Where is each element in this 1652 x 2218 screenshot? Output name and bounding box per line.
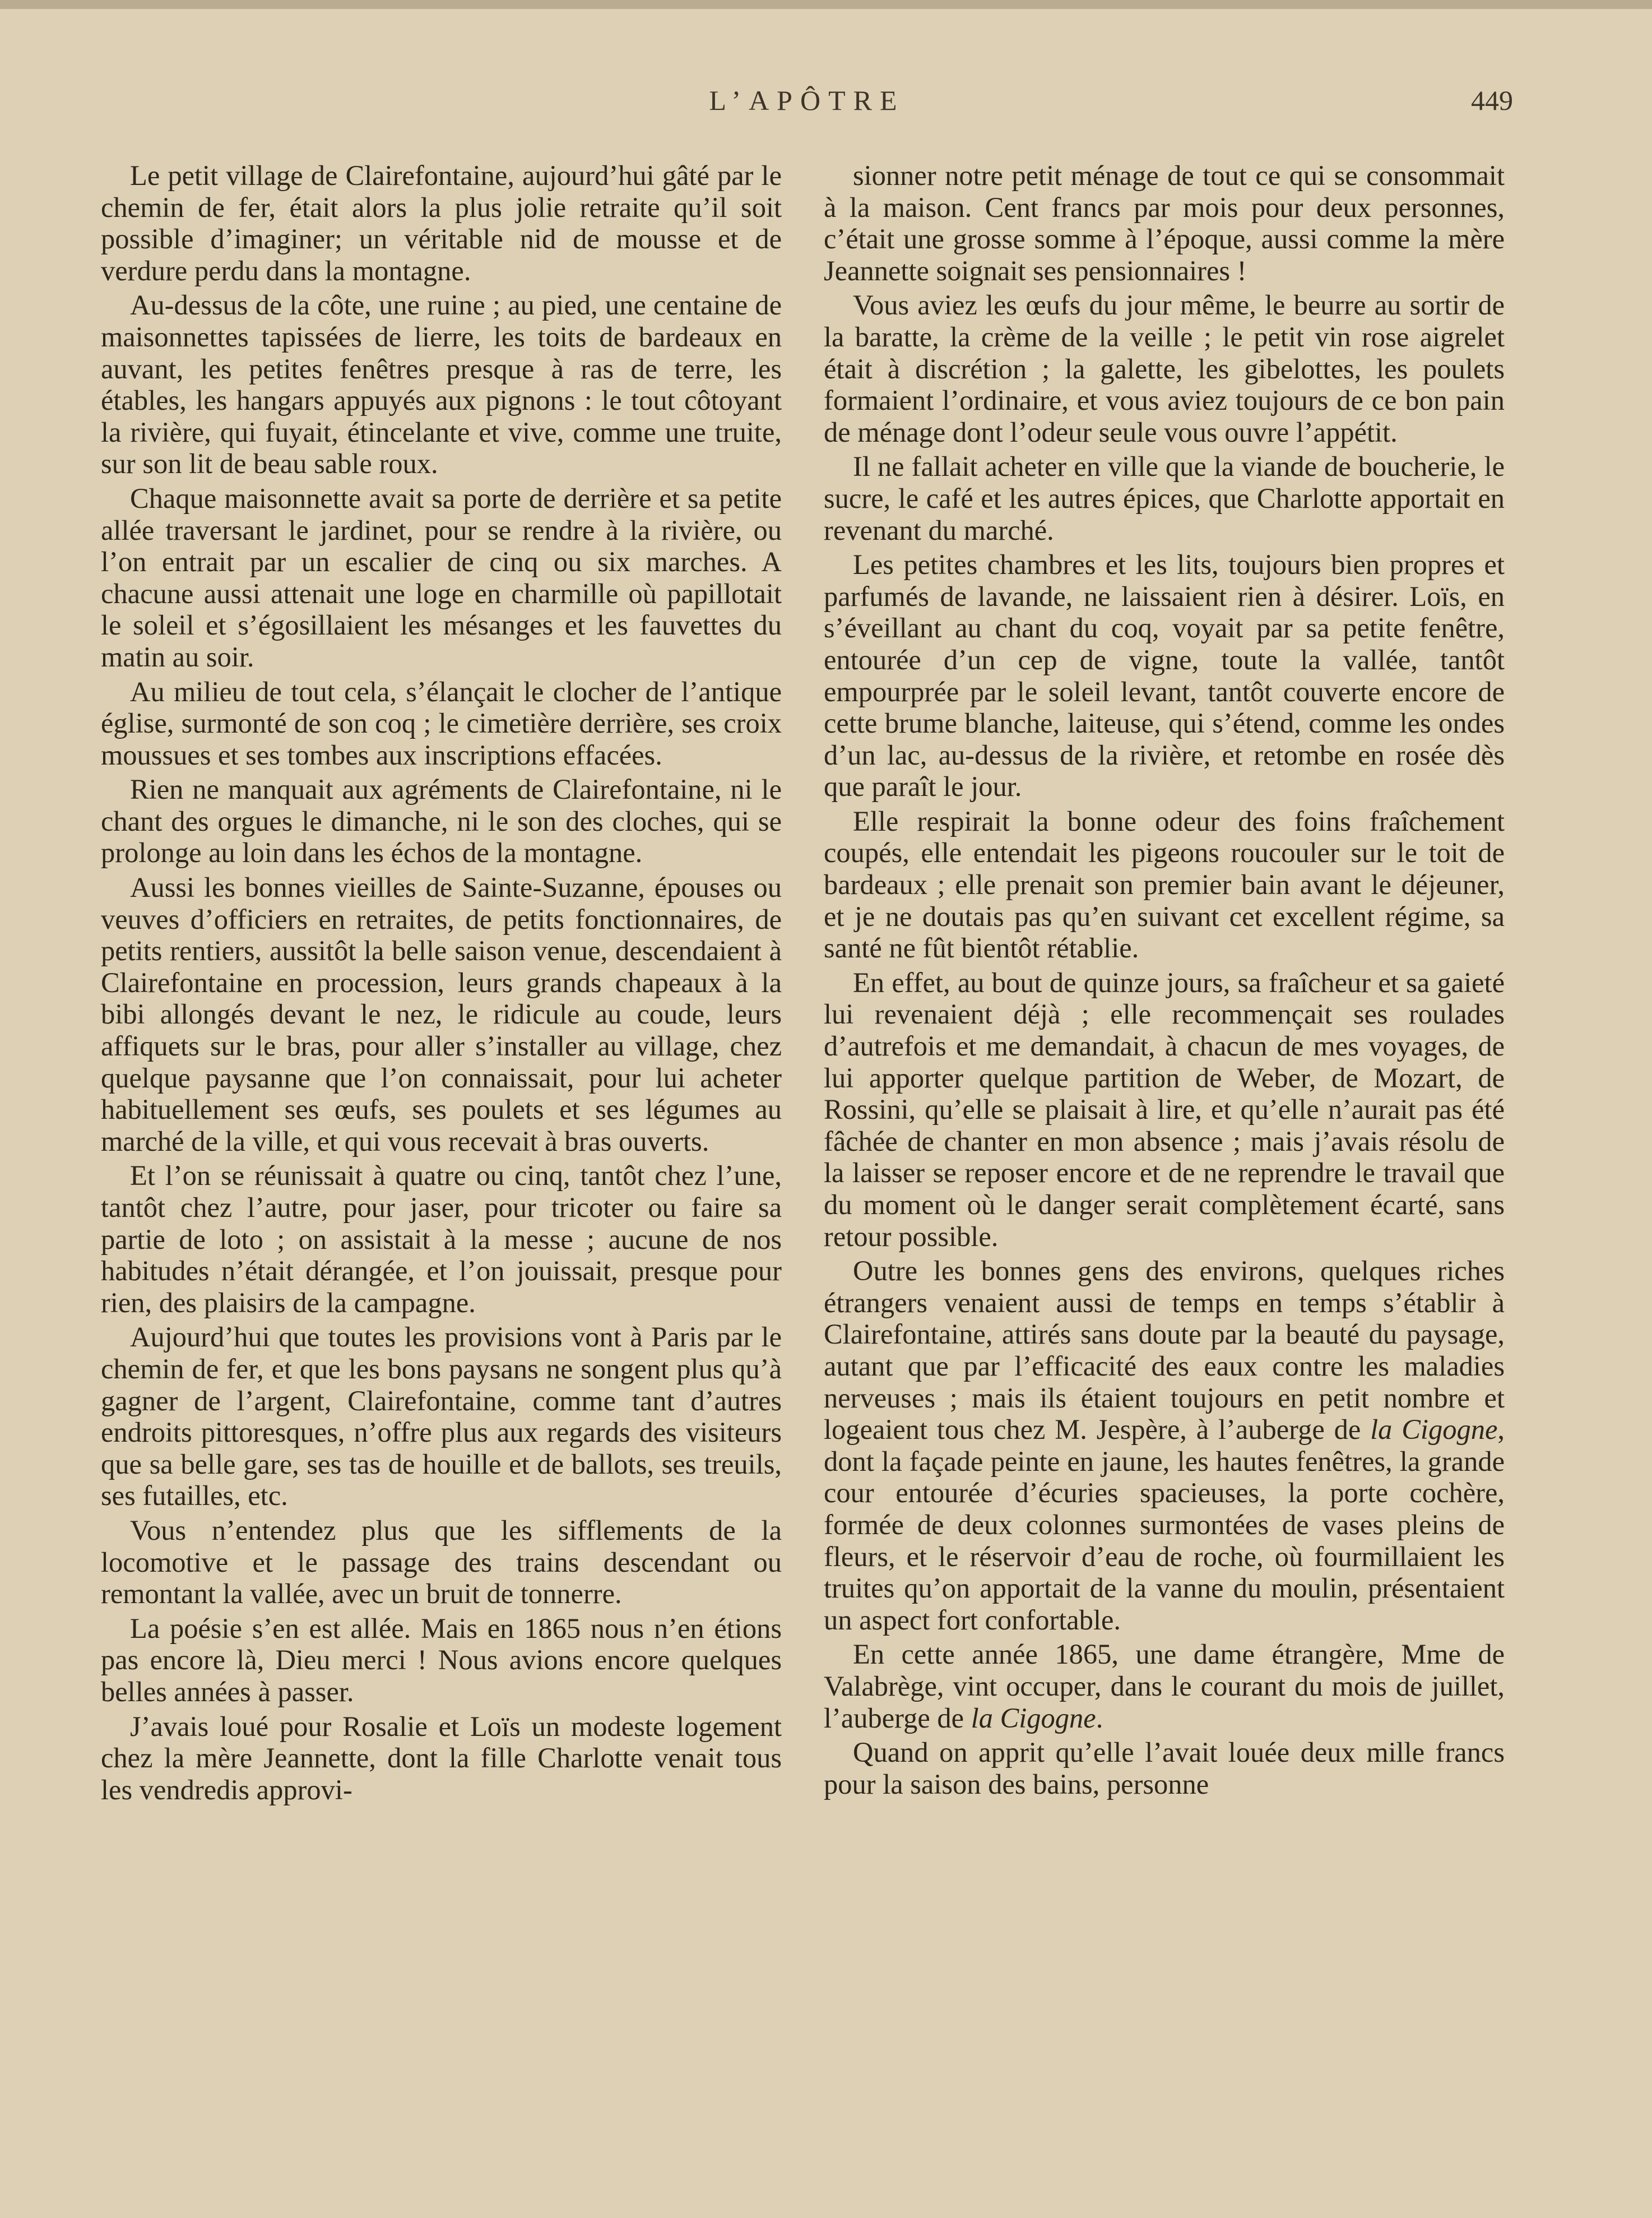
- left-column: [101, 160, 782, 1808]
- inn-name-italic: la Cigogne: [971, 1702, 1096, 1734]
- paragraph: [824, 1255, 1505, 1636]
- paragraph: La poésie s’en est allée. Mais en 1865 nous n’en étions pas encore là, Dieu merci ! Nous avions encore quelques belles années à passer.: [101, 1612, 782, 1707]
- paragraph: Rien ne manquait aux agréments de Clairefontaine, ni le chant des orgues le dimanche, ni le son des cloches, qui se prolonge au loin dans les échos de la montagne.: [101, 774, 782, 869]
- paragraph: Au milieu de tout cela, s’élançait le clocher de l’antique église, surmonté de son coq ; le cimetière derrière, ses croix moussues et ses tombes aux inscriptions effacées.: [101, 675, 782, 771]
- paragraph: Vous n’entendez plus que les sifflements de la locomotive et le passage des trains descendant ou remontant la vallée, avec un bruit de tonnerre.: [101, 1514, 782, 1610]
- paragraph-text: .: [1096, 1702, 1103, 1734]
- paragraph-text: , dont la façade peinte en jaune, les hautes fenêtres, la grande cour entourée d’écuries spacieuses, la porte cochère, formée de deux colonnes surmontées de vases pleins de fleurs, et le réservoir d’eau de roche, où fourmillaient les truites qu’on apportait de la vanne du moulin, présentaient un aspect fort confortable.: [824, 1414, 1505, 1636]
- running-title: L’APÔTRE: [709, 85, 905, 116]
- paragraph: Aussi les bonnes vieilles de Sainte-Suzanne, épouses ou veuves d’officiers en retraites, de petits fonctionnaires, de petits rentiers, aussitôt la belle saison venue, descendaient à Clairefontaine en procession, leurs grands chapeaux à la bibi allongés devant le nez, le ridicule au coude, leurs affiquets sur le bras, pour aller s’installer au village, chez quelque paysanne que l’on connaissait, pour lui acheter habituellement ses œufs, ses poulets et ses légumes au marché de la ville, et qui vous recevait à bras ouverts.: [101, 872, 782, 1157]
- inn-name-italic: la Cigogne: [1370, 1414, 1498, 1446]
- paragraph: Quand on apprit qu’elle l’avait louée deux mille francs pour la saison des bains, personne: [824, 1737, 1505, 1800]
- paragraph: J’avais loué pour Rosalie et Loïs un modeste logement chez la mère Jeannette, dont la fille Charlotte venait tous les vendredis approvi-: [101, 1710, 782, 1805]
- paragraph: Chaque maisonnette avait sa porte de derrière et sa petite allée traversant le jardinet, pour se rendre à la rivière, ou l’on entrait par un escalier de cinq ou six marches. A chacune aussi attenait une loge en charmille où papillotait le soleil et s’égosillaient les mésanges et les fauvettes du matin au soir.: [101, 482, 782, 673]
- paragraph: Aujourd’hui que toutes les provisions vont à Paris par le chemin de fer, et que les bons paysans ne songent plus qu’à gagner de l’argent, Clairefontaine, comme tant d’autres endroits pittoresques, n’offre plus aux regards des visiteurs que sa belle gare, ses tas de houille et de ballots, ses treuils, ses futailles, etc.: [101, 1321, 782, 1512]
- page-top-edge: [0, 0, 1652, 9]
- paragraph-text: Outre les bonnes gens des environs, quelques riches étrangers venaient aussi de temps en temps s’établir à Clairefontaine, attirés sans doute par la beauté du paysage, autant que par l’efficacité des eaux contre les maladies nerveuses ; mais ils étaient toujours en petit nombre et logeaient tous chez M. Jespère, à l’auberge de: [824, 1255, 1505, 1446]
- right-column: [824, 160, 1505, 1803]
- paragraph: Elle respirait la bonne odeur des foins fraîchement coupés, elle entendait les pigeons roucouler sur le toit de bardeaux ; elle prenait son premier bain avant le déjeuner, et je ne doutais pas qu’en suivant cet excellent régime, sa santé ne fût bientôt rétablie.: [824, 805, 1505, 964]
- paragraph: Le petit village de Clairefontaine, aujourd’hui gâté par le chemin de fer, était alors la plus jolie retraite qu’il soit possible d’imaginer; un véritable nid de mousse et de verdure perdu dans la montagne.: [101, 160, 782, 286]
- paragraph: En effet, au bout de quinze jours, sa fraîcheur et sa gaieté lui revenaient déjà ; elle recommençait ses roulades d’autrefois et me demandait, à chacun de mes voyages, de lui apporter quelque partition de Weber, de Mozart, de Rossini, qu’elle se plaisait à lire, et qu’elle n’aurait pas été fâchée de chanter en mon absence ; mais j’avais résolu de la laisser se reposer encore et de ne reprendre le travail que du moment où le danger serait complètement écarté, sans retour possible.: [824, 966, 1505, 1252]
- paragraph: Les petites chambres et les lits, toujours bien propres et parfumés de lavande, ne laissaient rien à désirer. Loïs, en s’éveillant au chant du coq, voyait par sa petite fenêtre, entourée d’un cep de vigne, toute la vallée, tantôt empourprée par le soleil levant, tantôt couverte encore de cette brume blanche, laiteuse, qui s’étend, comme les ondes d’un lac, au-dessus de la rivière, et retombe en rosée dès que paraît le jour.: [824, 549, 1505, 803]
- paragraph: Et l’on se réunissait à quatre ou cinq, tantôt chez l’une, tantôt chez l’autre, pour jaser, pour tricoter ou faire sa partie de loto ; on assistait à la messe ; aucune de nos habitudes n’était dérangée, et l’on jouissait, presque pour rien, des plaisirs de la campagne.: [101, 1160, 782, 1318]
- paragraph: [824, 1638, 1505, 1734]
- paragraph: Vous aviez les œufs du jour même, le beurre au sortir de la baratte, la crème de la veille ; le petit vin rose aigrelet était à discrétion ; la galette, les gibelottes, les poulets formaient l’ordinaire, et vous aviez toujours de ce bon pain de ménage dont l’odeur seule vous ouvre l’appétit.: [824, 289, 1505, 448]
- paragraph: sionner notre petit ménage de tout ce qui se consommait à la maison. Cent francs par mois pour deux personnes, c’était une grosse somme à l’époque, aussi comme la mère Jeannette soignait ses pensionnaires !: [824, 160, 1505, 286]
- page-number: 449: [1471, 85, 1513, 116]
- paragraph-text: En cette année 1865, une dame étrangère, Mme de Valabrège, vint occuper, dans le courant du mois de juillet, l’auberge de: [824, 1638, 1505, 1734]
- paragraph: Au-dessus de la côte, une ruine ; au pied, une centaine de maisonnettes tapissées de lierre, les toits de bardeaux en auvant, les petites fenêtres presque à ras de terre, les étables, les hangars appuyés aux pignons : le tout côtoyant la rivière, qui fuyait, étincelante et vive, comme une truite, sur son lit de beau sable roux.: [101, 289, 782, 480]
- paragraph: Il ne fallait acheter en ville que la viande de boucherie, le sucre, le café et les autres épices, que Charlotte apportait en revenant du marché.: [824, 451, 1505, 546]
- page-header: [101, 84, 1513, 129]
